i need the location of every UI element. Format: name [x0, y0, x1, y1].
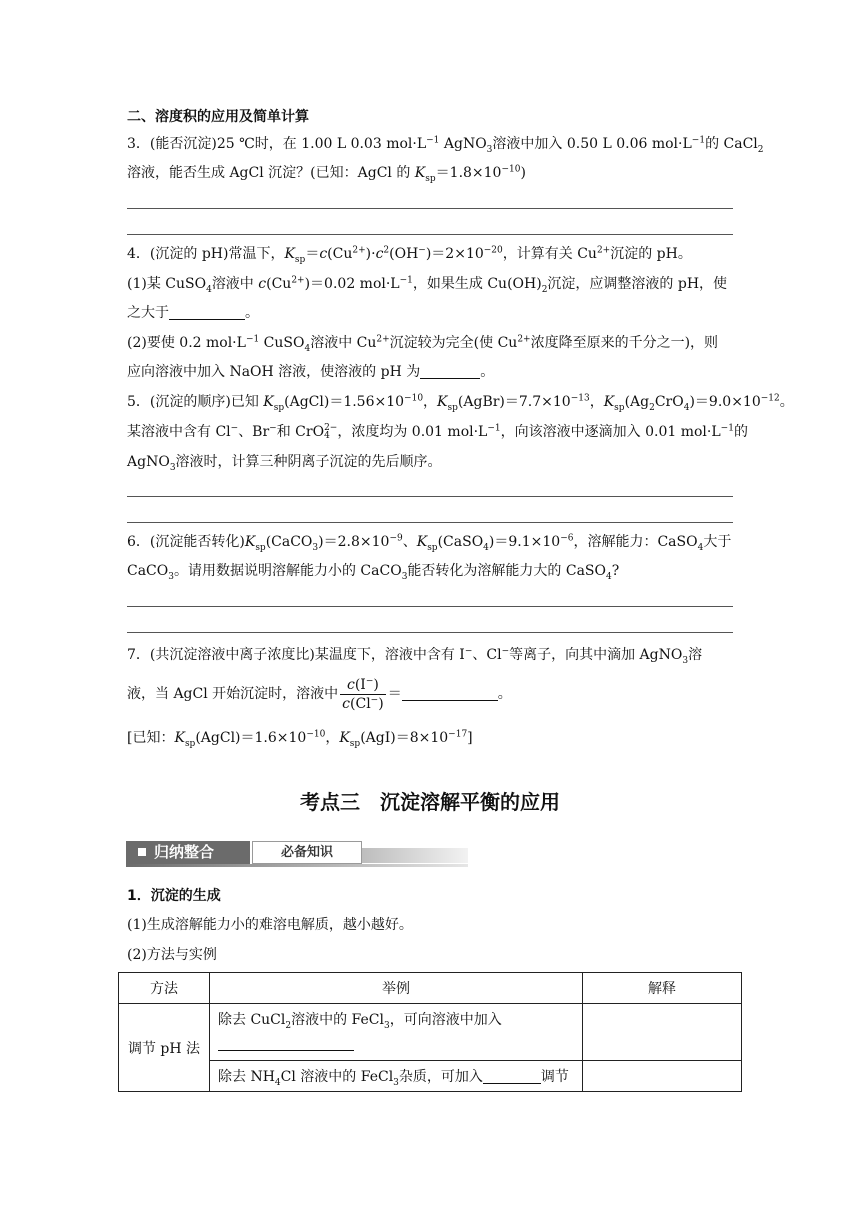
- banner-underline: [126, 864, 468, 867]
- answer-line[interactable]: [127, 208, 733, 209]
- q5-line3: AgNO$_3$溶液时，计算三种阴离子沉淀的先后顺序。: [127, 454, 442, 473]
- q4-part2-line1: (2)要使 0.2 $mol\cdot L^{-1}$ CuSO$_4$溶液中 $Cu^{2+}$沉淀较为完全(使 $Cu^{2+}$浓度降至原来的千分之一)，则: [127, 334, 719, 354]
- table-row: [119, 973, 742, 1004]
- fill-blank[interactable]: [420, 364, 480, 379]
- q6-line2: CaCO$_3$。请用数据说明溶解能力小的 CaCO$_3$能否转化为溶解能力大的 CaSO$_4$?: [127, 563, 620, 582]
- fill-blank[interactable]: [483, 1069, 541, 1084]
- paragraph: (1)生成溶解能力小的难溶电解质，越小越好。: [127, 917, 413, 933]
- section-title: 考点三 沉淀溶解平衡的应用: [300, 790, 560, 814]
- method-cell: 调节 pH 法: [119, 1004, 210, 1092]
- q7-line3: [已知：$K_{sp}(AgCl)=1.6\times 10^{-10}$，$K_{sp}(AgI)=8\times 10^{-17}$]: [127, 729, 473, 749]
- q3-line1: 3．(能否沉淀)25 ℃时，在 1.00 L 0.03 $mol\cdot L^{-1}$ AgNO$_3$溶液中加入 0.50 L 0.06 $mol\cdot L^{-1}$的 CaCl$_2$: [127, 135, 764, 155]
- answer-line[interactable]: [127, 632, 733, 633]
- header-example: 举例: [210, 973, 583, 1004]
- q4-part2-line2: 应向溶液中加入 NaOH 溶液，使溶液的 pH 为 。: [127, 364, 495, 380]
- table-row: [119, 1004, 742, 1061]
- example-cell: 除去 $NH_4Cl$ 溶液中的 FeCl$_3$杂质，可加入 调节: [210, 1061, 583, 1092]
- header-explain: 解释: [583, 973, 742, 1004]
- q4-line1: 4．(沉淀的 pH)常温下，$K_{sp}=c(Cu^{2+})\cdot c^2(OH^-)=2\times 10^{-20}$，计算有关 $Cu^{2+}$沉淀的 pH。: [127, 245, 692, 265]
- banner-label-right: 必备知识: [252, 841, 362, 864]
- q4-part1-line2: 之大于 。: [127, 305, 259, 321]
- example-cell: 除去 CuCl$_2$溶液中的 FeCl$_3$，可向溶液中加入: [210, 1004, 583, 1061]
- q5-line1: 5．(沉淀的顺序)已知 $K_{sp}(AgCl)=1.56\times 10^{-10}$，$K_{sp}(AgBr)=7.7\times 10^{-13}$，$K_{sp}(Ag_2CrO_4)=9.0\times 10^{-12}$。: [127, 393, 794, 413]
- answer-line[interactable]: [127, 496, 733, 497]
- paragraph: (2)方法与实例: [127, 947, 217, 963]
- answer-line[interactable]: [127, 606, 733, 607]
- q7-line1: 7．(共沉淀溶液中离子浓度比)某温度下，溶液中含有 I−、Cl−等离子，向其中滴加 AgNO$_3$溶: [127, 646, 703, 666]
- answer-line[interactable]: [127, 522, 733, 523]
- q7-line2: 液，当 AgCl 开始沉淀时，溶液中 $\frac{c(I^-)}{c(Cl^-)}$ ＝ 。: [127, 675, 512, 712]
- concentration-ratio-fraction: $\frac{c(I^-)}{c(Cl^-)}$: [342, 675, 384, 712]
- q6-line1: 6．(沉淀能否转化)$K_{sp}(CaCO_3)=2.8\times 10^{-9}$、$K_{sp}(CaSO_4)=9.1\times 10^{-6}$，溶解能力：CaSO$_4$大于: [127, 533, 732, 553]
- q3-line2: 溶液，能否生成 AgCl 沉淀？(已知：AgCl 的 $K_{sp}=1.8\times 10^{-10}$): [127, 164, 526, 184]
- banner-label-left: 归纳整合: [126, 841, 250, 864]
- subsection-heading: 1．沉淀的生成: [127, 888, 221, 904]
- section-heading: 二、溶度积的应用及简单计算: [127, 109, 309, 125]
- q5-line2: 某溶液中含有 Cl−、Br−和 CrO 2− 4 ，浓度均为 0.01 $mol\cdot L^{-1}$，向该溶液中逐滴加入 0.01 $mol\cdot L^{-1}$的: [127, 423, 748, 441]
- square-icon: [138, 848, 146, 856]
- header-method: 方法: [119, 973, 210, 1004]
- q4-part1-line1: (1)某 CuSO$_4$溶液中 $c(Cu^{2+})=0.02$ $mol\cdot L^{-1}$，如果生成 $Cu(OH)_2$沉淀，应调整溶液的 pH，使: [127, 275, 728, 295]
- banner-fade: [362, 848, 468, 863]
- fill-blank[interactable]: [402, 686, 498, 701]
- fill-blank[interactable]: [218, 1036, 354, 1051]
- answer-line[interactable]: [127, 234, 733, 235]
- knowledge-banner: [126, 839, 468, 869]
- explain-cell[interactable]: [583, 1061, 742, 1092]
- explain-cell[interactable]: [583, 1004, 742, 1061]
- fill-blank[interactable]: [169, 305, 245, 320]
- table-row: [119, 1061, 742, 1092]
- methods-table: [118, 972, 742, 1092]
